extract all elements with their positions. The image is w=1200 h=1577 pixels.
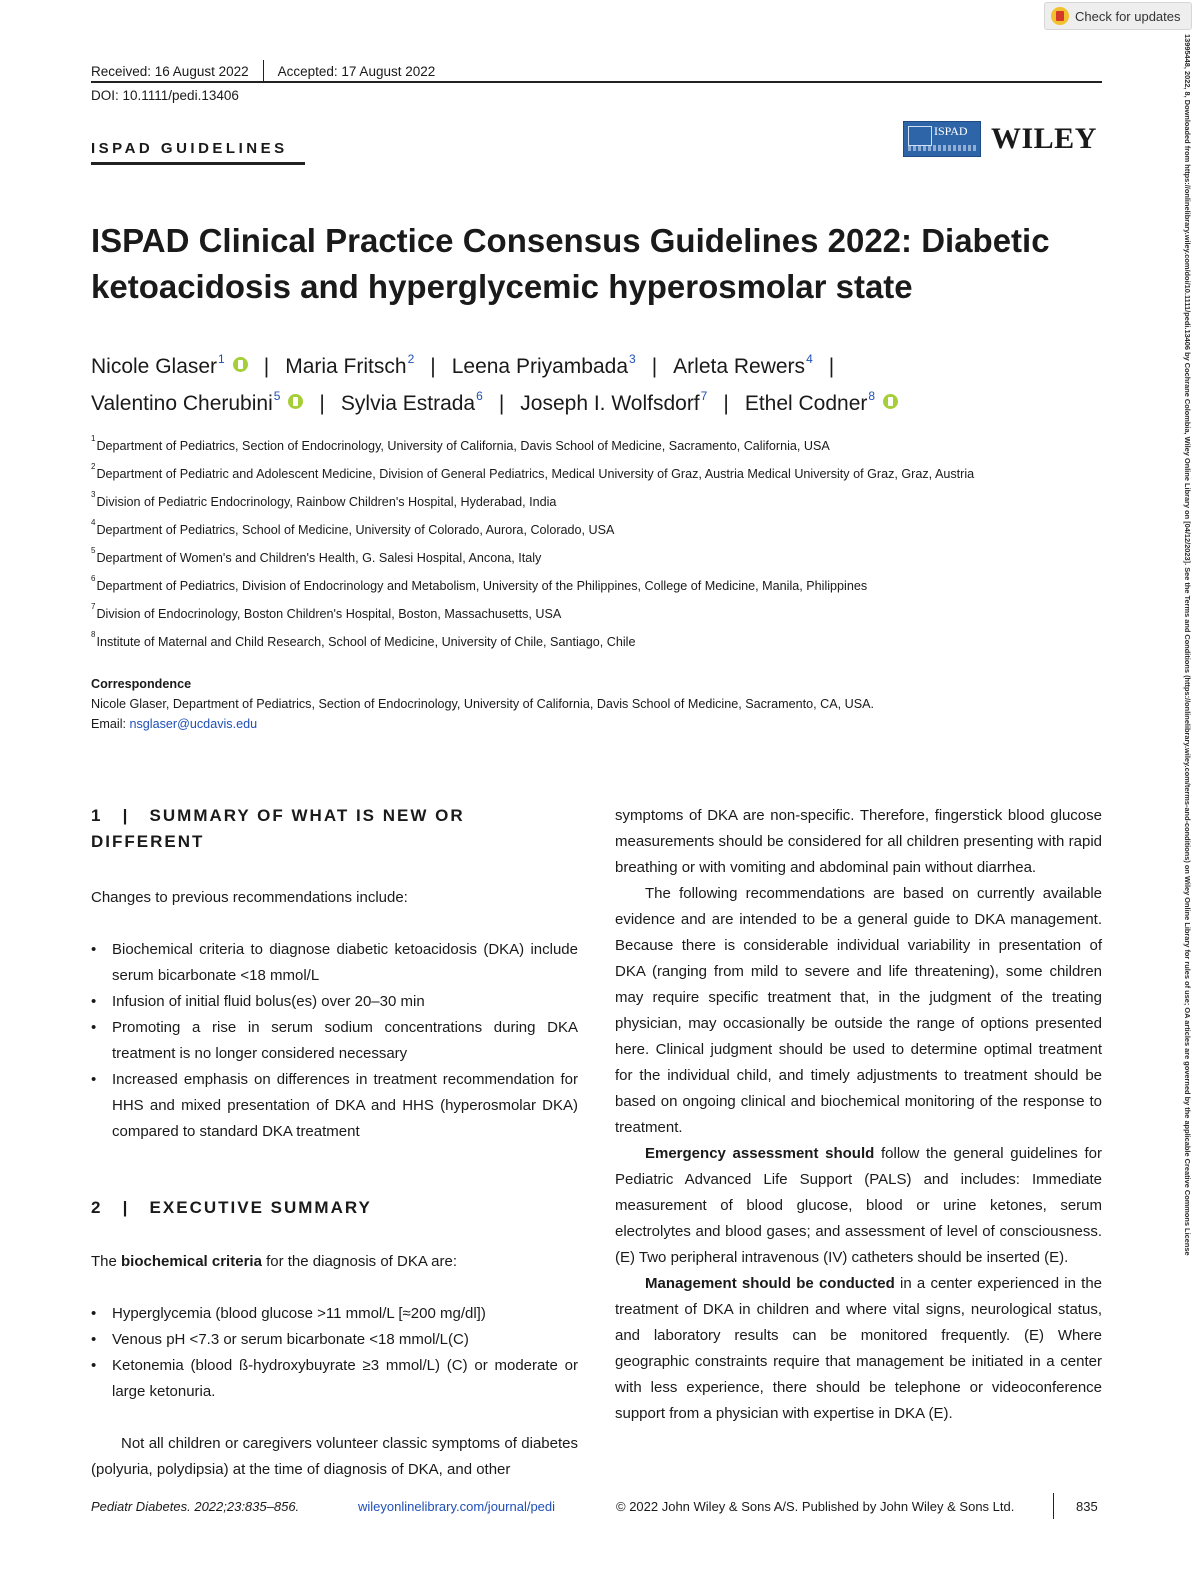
section-label-underline <box>91 162 305 165</box>
correspondence-email-row <box>91 714 874 734</box>
author[interactable] <box>520 385 707 422</box>
author-list <box>91 348 1106 422</box>
affiliation <box>91 434 830 454</box>
affiliation-marker[interactable]: 7 <box>700 389 708 403</box>
correspondence-heading: Correspondence <box>91 677 192 691</box>
affiliation <box>91 574 868 594</box>
author-name: Joseph I. Wolfsdorf <box>520 392 700 415</box>
paragraph: The following recommendations are based on currently available evidence and are intended to be a general guide to DKA management. Because there is considerable individual variability in presentation of DKA (ranging from mild to severe and life threatening), some children may require specific treatment that, in the judgment of the treating physician, may occasionally be outside the range of options presented here. Clinical judgment should be used to determine optimal treatment for the individual child, and timely adjustments to treatment should be based on ongoing clinical and biochemical monitoring of the response to treatment. <box>615 885 1102 1136</box>
author-separator: | <box>651 355 658 378</box>
date-separator <box>263 60 264 82</box>
author-separator: | <box>319 392 325 415</box>
affiliation <box>91 518 615 538</box>
intro-bold: biochemical criteria <box>121 1253 262 1270</box>
section-2-intro <box>91 1249 578 1275</box>
section-2-bullets <box>91 1301 578 1405</box>
email-link[interactable]: nsglaser@ucdavis.edu <box>129 717 258 731</box>
author-name: Valentino Cherubini <box>91 392 273 415</box>
ispad-logo-text: ISPAD <box>934 124 968 138</box>
correspondence <box>91 674 874 734</box>
email-label: Email: <box>91 717 130 731</box>
author-separator: | <box>430 355 436 378</box>
affiliation-marker[interactable]: 6 <box>476 389 483 403</box>
affiliation-text: Division of Pediatric Endocrinology, Rainbow Children's Hospital, Hyderabad, India <box>96 495 557 510</box>
affiliation-number: 3 <box>91 490 96 499</box>
article-title: ISPAD Clinical Practice Consensus Guidelines 2022: Diabetic ketoacidosis and hyperglycemic hyperosmolar state <box>91 222 1050 305</box>
crossmark-icon <box>1051 7 1069 25</box>
paragraph <box>615 1141 1102 1271</box>
affiliation-text: Institute of Maternal and Child Research, School of Medicine, University of Chile, Santiago, Chile <box>96 635 636 650</box>
paragraph: Not all children or caregivers volunteer classic symptoms of diabetes (polyuria, polydipsia) at the time of diagnosis of DKA, and other <box>91 1435 578 1478</box>
intro-text: The <box>91 1253 122 1270</box>
footer-separator <box>1053 1493 1054 1519</box>
received-date: Received: 16 August 2022 <box>91 63 249 79</box>
journal-citation: Pediatr Diabetes. 2022;23:835–856. <box>91 1499 300 1514</box>
section-1-intro: Changes to previous recommendations include: <box>91 889 408 906</box>
list-item: • Infusion of initial fluid bolus(es) over 20–30 min <box>91 989 578 1015</box>
affiliation-text: Department of Pediatrics, Section of Endocrinology, University of California, Davis School of Medicine, Sacramento, California, USA <box>96 439 830 454</box>
article-dates <box>91 60 435 82</box>
affiliation <box>91 490 557 510</box>
section-2-heading: 2 | EXECUTIVE SUMMARY <box>91 1198 372 1217</box>
affiliation-number: 5 <box>91 546 96 555</box>
affiliation-marker[interactable]: 2 <box>407 352 415 366</box>
wiley-logo: WILEY <box>991 122 1097 155</box>
ispad-logo <box>903 121 981 157</box>
paragraph <box>615 1271 1102 1427</box>
list-item: • Increased emphasis on differences in treatment recommendation for HHS and mixed presentation of DKA and HHS (hyperosmolar DKA) compared to standard DKA treatment <box>91 1067 578 1145</box>
affiliation-text: Department of Pediatrics, Division of Endocrinology and Metabolism, University of the Philippines, College of Medicine, Manila, Philippines <box>96 579 868 594</box>
section-1-heading <box>91 803 578 855</box>
download-notice-strip <box>1180 34 1194 1544</box>
copyright: © 2022 John Wiley & Sons A/S. Published by John Wiley & Sons Ltd. <box>616 1499 1015 1514</box>
affiliation <box>91 602 562 622</box>
doi: DOI: 10.1111/pedi.13406 <box>91 88 239 103</box>
affiliation-marker[interactable]: 1 <box>218 352 225 366</box>
section-1-heading-line: DIFFERENT <box>91 832 205 851</box>
author-row-1 <box>91 348 1106 385</box>
list-item: • Hyperglycemia (blood glucose >11 mmol/L [≈200 mg/dl]) <box>91 1301 578 1327</box>
paragraph-lead: Emergency assessment should <box>645 1145 875 1162</box>
author[interactable] <box>91 348 248 385</box>
affiliation-marker[interactable]: 8 <box>868 389 876 403</box>
paragraph-body: in a center experienced in the treatment of DKA in children and where vital signs, neurological status, and laboratory results can be monitored frequently. (E) Where geographic constraints require that management be initiated in a center with less experience, there should be telephone or videoconference support from a physician with expertise in DKA (E). <box>615 1275 1103 1422</box>
list-item: • Biochemical criteria to diagnose diabetic ketoacidosis (DKA) include serum bicarbonate <18 mmol/L <box>91 937 578 989</box>
section-label: ISPAD GUIDELINES <box>91 140 288 157</box>
affiliation-marker[interactable]: 4 <box>806 352 813 366</box>
affiliation-marker[interactable]: 3 <box>629 352 636 366</box>
intro-text: for the diagnosis of DKA are: <box>261 1253 458 1270</box>
affiliation-number: 8 <box>91 630 96 639</box>
author[interactable] <box>673 348 813 385</box>
author[interactable] <box>341 385 483 422</box>
author-name: Leena Priyambada <box>451 355 629 378</box>
list-item: • Venous pH <7.3 or serum bicarbonate <18 mmol/L(C) <box>91 1327 578 1353</box>
orcid-icon[interactable] <box>288 394 303 409</box>
author-separator: | <box>723 392 729 415</box>
author-name: Maria Fritsch <box>285 355 407 378</box>
affiliation-text: Division of Endocrinology, Boston Children's Hospital, Boston, Massachusetts, USA <box>96 607 562 622</box>
header-rule <box>91 81 1102 83</box>
affiliation <box>91 630 636 650</box>
check-for-updates-label: Check for updates <box>1075 8 1181 24</box>
author-row-2 <box>91 385 1106 422</box>
author[interactable] <box>745 385 898 422</box>
author-name: Sylvia Estrada <box>340 392 476 415</box>
paragraph-lead: Management should be conducted <box>645 1275 895 1292</box>
left-column <box>91 803 578 1483</box>
affiliation-text: Department of Pediatric and Adolescent Medicine, Division of General Pediatrics, Medical University of Graz, Austria Medical University of Graz, Graz, Austria <box>96 467 975 482</box>
orcid-icon[interactable] <box>233 357 248 372</box>
affiliation-number: 4 <box>91 518 96 527</box>
list-item: • Ketonemia (blood ß-hydroxybuyrate ≥3 mmol/L) (C) or moderate or large ketonuria. <box>91 1353 578 1405</box>
author[interactable] <box>285 348 414 385</box>
affiliation-text: Department of Pediatrics, School of Medicine, University of Colorado, Aurora, Colorado, USA <box>96 523 615 538</box>
affiliation-number: 7 <box>91 602 96 611</box>
affiliation-number: 6 <box>91 574 96 583</box>
right-column <box>615 803 1102 1427</box>
paragraph-body: follow the general guidelines for Pediatric Advanced Life Support (PALS) and includes: Immediate measurement of blood glucose, blood or urine ketones, serum electrolytes and blood gases; and assessment of level of consciousness. (E) Two peripheral intravenous (IV) catheters should be inserted (E). <box>615 1145 1102 1266</box>
download-notice-text: 13995448, 2022, 8, Downloaded from https://onlinelibrary.wiley.com/doi/10.1111/pedi.13406 by Cochrane Colombia, Wiley Online Library on [04/12/2023]. See the Terms and Conditions (https://onlinelibrary.wiley.com/terms-and-conditions) on Wiley Online Library for rules of use; OA articles are governed by the applicable Creative Commons License <box>1183 34 1192 1256</box>
affiliation-number: 1 <box>91 434 96 443</box>
affiliation-marker[interactable]: 5 <box>273 389 281 403</box>
author-name: Ethel Codner <box>744 392 868 415</box>
author[interactable] <box>91 385 303 422</box>
orcid-icon[interactable] <box>883 394 898 409</box>
author-separator: | <box>828 355 835 378</box>
author-separator: | <box>263 355 270 378</box>
affiliation-text: Department of Women's and Children's Health, G. Salesi Hospital, Ancona, Italy <box>96 551 542 566</box>
section-1-heading-line: 1 | SUMMARY OF WHAT IS NEW OR <box>91 806 465 825</box>
author-separator: | <box>498 392 505 415</box>
section-1-bullets <box>91 937 578 1145</box>
page-number: 835 <box>1076 1499 1098 1514</box>
accepted-date: Accepted: 17 August 2022 <box>277 63 436 79</box>
affiliation-number: 2 <box>91 462 96 471</box>
list-item: • Promoting a rise in serum sodium concentrations during DKA treatment is no longer considered necessary <box>91 1015 578 1067</box>
author-name: Nicole Glaser <box>91 355 218 378</box>
paragraph: symptoms of DKA are non-specific. Therefore, fingerstick blood glucose measurements should be considered for all children presenting with rapid breathing or with vomiting and abdominal pain without diarrhea. <box>615 807 1102 876</box>
author-name: Arleta Rewers <box>673 355 806 378</box>
ispad-logo-figure-icon <box>908 126 932 146</box>
ispad-logo-subtext <box>908 145 976 151</box>
correspondence-address: Nicole Glaser, Department of Pediatrics, Section of Endocrinology, University of California, Davis School of Medicine, Sacramento, CA, USA. <box>91 697 875 711</box>
check-for-updates-button[interactable] <box>1044 2 1192 30</box>
affiliation <box>91 546 542 566</box>
journal-url-link[interactable]: wileyonlinelibrary.com/journal/pedi <box>358 1499 556 1514</box>
affiliation <box>91 462 975 482</box>
